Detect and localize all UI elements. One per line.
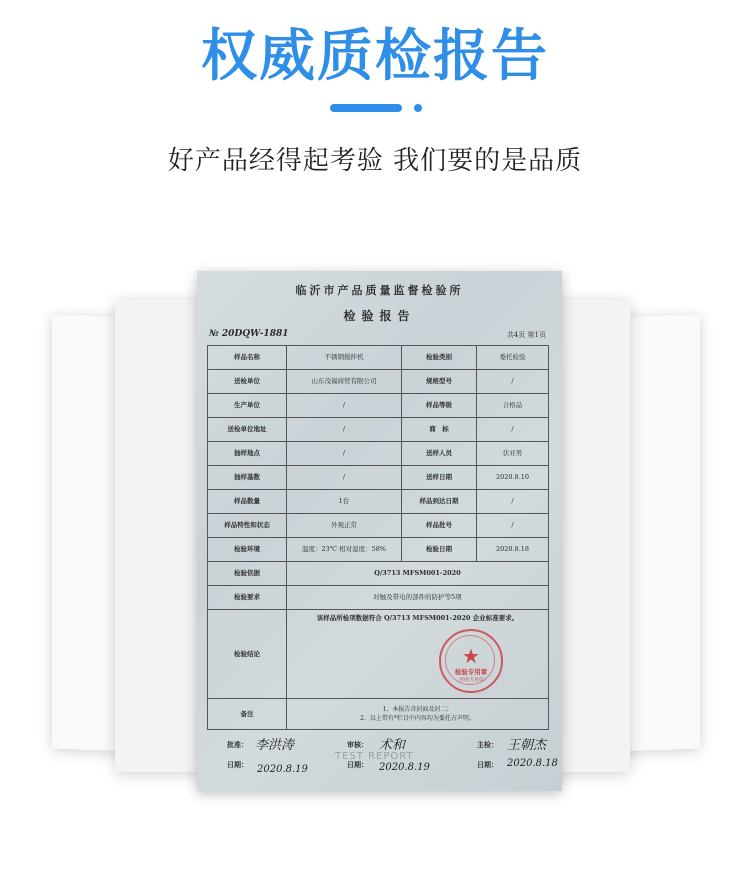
row-value: 合格品 <box>477 394 549 418</box>
report-watermark: TEST REPORT <box>335 751 414 762</box>
row-label: 商 标 <box>402 418 477 442</box>
table-row <box>208 490 549 514</box>
review-label: 审核： <box>347 740 368 749</box>
row-label: 样品到达日期 <box>402 490 477 514</box>
row-label: 规格型号 <box>402 370 477 394</box>
row-label: 样品数量 <box>208 490 287 514</box>
table-row <box>208 466 549 490</box>
row-value: 2020.8.10 <box>477 466 549 490</box>
table-row <box>208 538 549 562</box>
table-row <box>208 394 549 418</box>
row-value: Q/3713 MFSM001-2020 <box>287 562 549 586</box>
red-seal-stamp <box>439 629 503 693</box>
table-row-remarks <box>208 699 549 730</box>
row-label: 备注 <box>208 699 287 730</box>
table-row <box>208 418 549 442</box>
table-row <box>208 442 549 466</box>
star-icon: ★ <box>462 644 480 668</box>
row-value: 2020.8.18 <box>477 538 549 562</box>
row-label: 样品特性和状态 <box>208 514 287 538</box>
divider-dot <box>414 104 422 112</box>
row-value: / <box>477 490 549 514</box>
approve-signature: 李洪涛 <box>255 738 295 753</box>
row-label: 生产单位 <box>208 394 287 418</box>
conclusion-cell <box>287 610 549 699</box>
report-title: 检验报告 <box>343 309 416 323</box>
row-value: 山东茂福商贸有限公司 <box>287 370 402 394</box>
row-value: / <box>477 370 549 394</box>
inspection-report <box>197 271 562 791</box>
row-value: / <box>287 394 402 418</box>
table-row-items <box>208 586 549 610</box>
row-value: / <box>477 514 549 538</box>
review-date: 2020.8.19 <box>379 762 430 773</box>
row-label: 抽样地点 <box>208 442 287 466</box>
remarks-cell <box>287 699 549 730</box>
row-label: 送检单位 <box>208 370 287 394</box>
report-organization: 临沂市产品质量监督检验所 <box>295 284 464 297</box>
row-value: 不锈钢搅拌机 <box>287 346 402 370</box>
page-subtitle: 好产品经得起考验 我们要的是品质 <box>167 146 583 176</box>
row-value: / <box>287 418 402 442</box>
row-value: 伏亚男 <box>477 442 549 466</box>
report-page-info: 共4页 第1页 <box>506 331 546 339</box>
inspect-label: 主检： <box>477 740 498 749</box>
row-value: 对触及带电的部件的防护等5项 <box>287 586 549 610</box>
table-row-basis <box>208 562 549 586</box>
inspect-date: 2020.8.18 <box>507 758 558 769</box>
row-value: 1台 <box>287 490 402 514</box>
report-number: № 20DQW-1881 <box>209 329 289 339</box>
date-label-1: 日期： <box>227 760 248 769</box>
table-row <box>208 514 549 538</box>
row-label: 抽样基数 <box>208 466 287 490</box>
inspect-signature: 王朝杰 <box>507 738 547 753</box>
title-divider <box>330 104 430 112</box>
row-label: 检验类别 <box>402 346 477 370</box>
row-label: 样品等级 <box>402 394 477 418</box>
approve-date: 2020.8.19 <box>257 764 308 775</box>
row-value: / <box>477 418 549 442</box>
row-label: 检验依据 <box>208 562 287 586</box>
row-value: 温度：23℃ 相对湿度：58% <box>287 538 402 562</box>
row-label: 送样人员 <box>402 442 477 466</box>
row-label: 检验要求 <box>208 586 287 610</box>
row-label: 检验日期 <box>402 538 477 562</box>
row-value: / <box>287 442 402 466</box>
row-label: 送样日期 <box>402 466 477 490</box>
page-title: 权威质检报告 <box>201 24 549 89</box>
conclusion-text: 该样品所检项数据符合 Q/3713 MFSM001-2020 企业标准要求。 <box>316 614 519 622</box>
table-row <box>208 370 549 394</box>
date-label-2: 日期： <box>347 760 368 769</box>
row-label: 样品批号 <box>402 514 477 538</box>
table-row <box>208 346 549 370</box>
row-value: 委托检验 <box>477 346 549 370</box>
row-value: 外观正常 <box>287 514 402 538</box>
row-label: 检验结论 <box>208 610 287 699</box>
row-label: 检验环境 <box>208 538 287 562</box>
stamp-note: （检验专用章） <box>456 678 488 683</box>
row-value: / <box>287 466 402 490</box>
remark-line: 1、本报告含封面及封二； <box>382 706 453 713</box>
row-label: 送检单位地址 <box>208 418 287 442</box>
remark-line: 2、以上带有*栏目中内容均为委托方声明。 <box>360 715 475 722</box>
approve-label: 批准： <box>227 740 248 749</box>
review-signature: 术和 <box>379 738 406 753</box>
date-label-3: 日期： <box>477 760 498 769</box>
stamp-label: 检验专用章 <box>454 668 488 676</box>
row-label: 样品名称 <box>208 346 287 370</box>
divider-bar <box>330 104 402 112</box>
